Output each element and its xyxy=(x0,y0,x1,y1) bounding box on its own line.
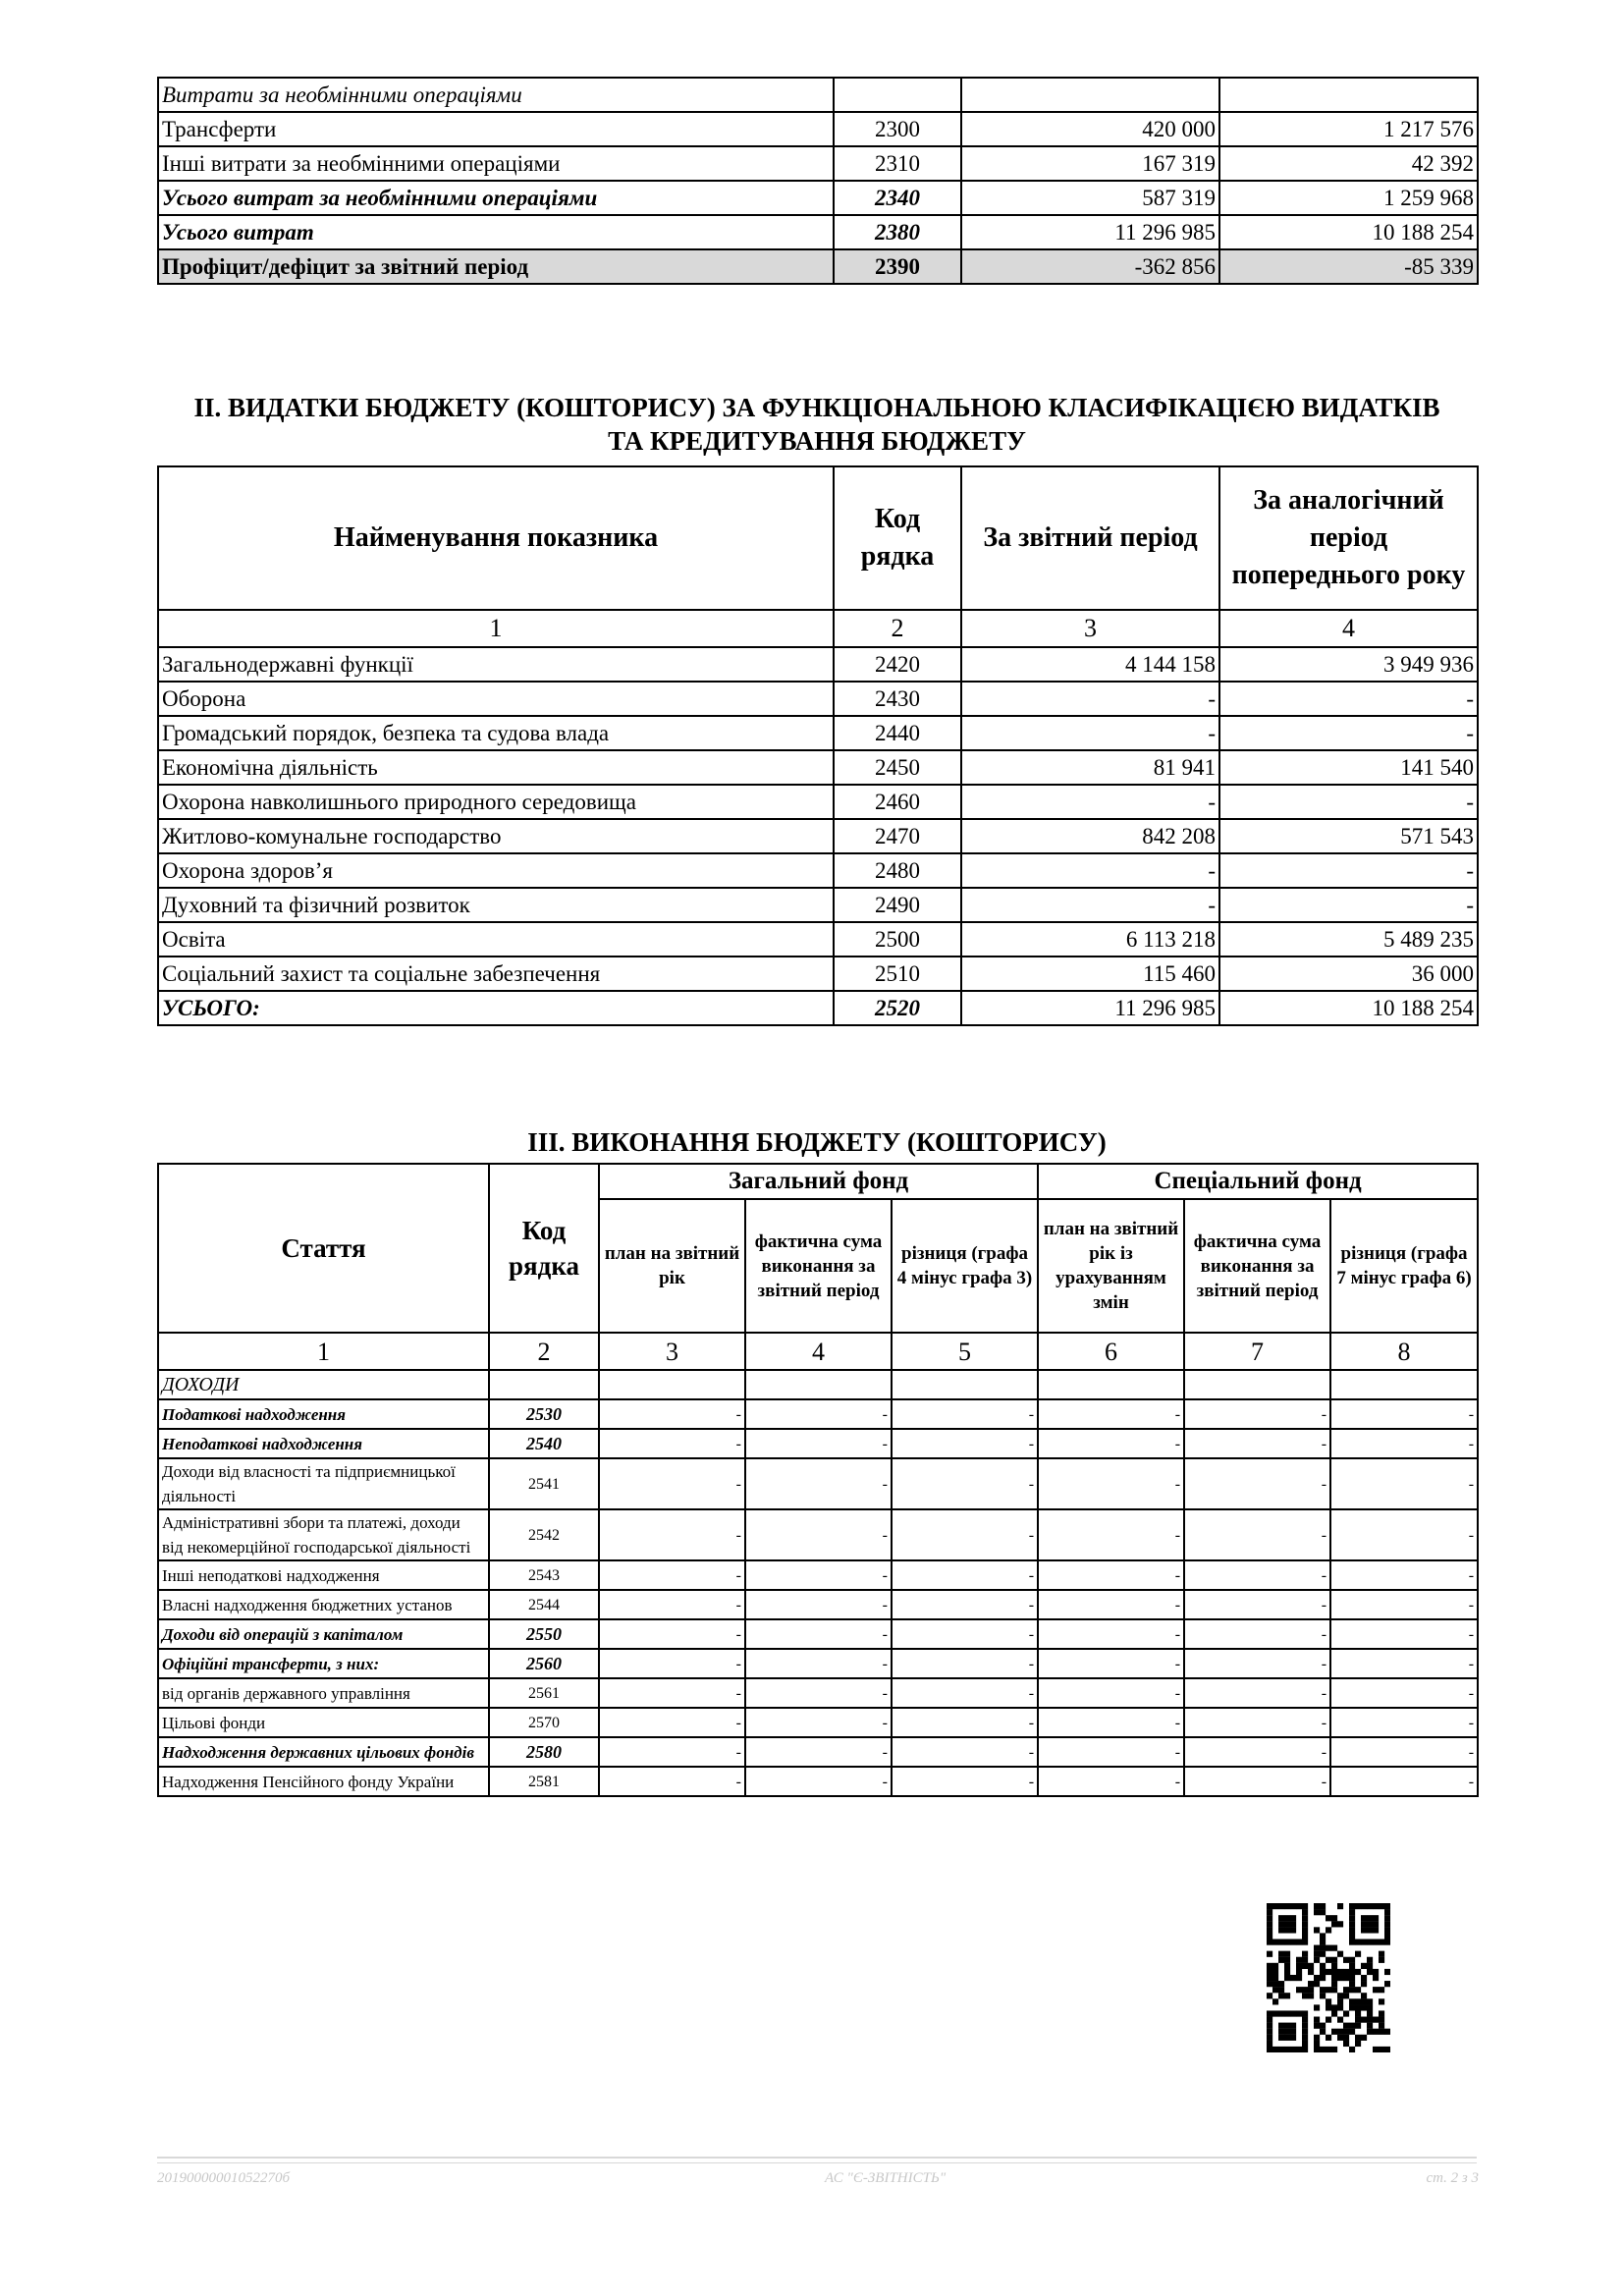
row-actual-general: - xyxy=(745,1767,892,1796)
table-row xyxy=(158,1767,1478,1796)
section-2-title xyxy=(157,391,1477,458)
row-plan-special: - xyxy=(1038,1509,1184,1560)
header-name: Найменування показника xyxy=(158,466,834,610)
row-article: Офіційні трансферти, з них: xyxy=(158,1649,489,1678)
row-actual-general xyxy=(745,1370,892,1399)
footer-divider xyxy=(157,2157,1477,2159)
table-header-row xyxy=(158,466,1478,610)
table-row xyxy=(158,957,1478,991)
row-previous-value: 571 543 xyxy=(1219,819,1478,853)
row-diff-special: - xyxy=(1330,1649,1478,1678)
row-diff-special: - xyxy=(1330,1708,1478,1737)
row-current-value: - xyxy=(961,785,1219,819)
row-actual-special: - xyxy=(1184,1619,1330,1649)
row-diff-special: - xyxy=(1330,1399,1478,1429)
row-current-value: - xyxy=(961,888,1219,922)
section-2-title-line1: II. ВИДАТКИ БЮДЖЕТУ (КОШТОРИСУ) ЗА ФУНКЦІОНАЛЬНОЮ КЛАСИФІКАЦІЄЮ ВИДАТКІВ xyxy=(193,393,1440,422)
row-plan-special: - xyxy=(1038,1708,1184,1737)
row-plan-general: - xyxy=(599,1767,745,1796)
row-plan-general: - xyxy=(599,1590,745,1619)
row-current-value: 4 144 158 xyxy=(961,647,1219,682)
row-code: 2380 xyxy=(834,215,961,249)
row-name: Охорона здоров’я xyxy=(158,853,834,888)
row-code: 2570 xyxy=(489,1708,599,1737)
row-diff-general xyxy=(892,1370,1038,1399)
row-article: від органів державного управління xyxy=(158,1678,489,1708)
column-index: 2 xyxy=(489,1333,599,1370)
header-diff-special: різниця (графа 7 мінус графа 6) xyxy=(1330,1199,1478,1333)
section-2-title-line2: ТА КРЕДИТУВАННЯ БЮДЖЕТУ xyxy=(608,426,1026,456)
row-current-value: 587 319 xyxy=(961,181,1219,215)
row-previous-value: - xyxy=(1219,853,1478,888)
row-current-value: - xyxy=(961,716,1219,750)
row-diff-special: - xyxy=(1330,1678,1478,1708)
table-header-row xyxy=(158,1164,1478,1199)
row-actual-general: - xyxy=(745,1399,892,1429)
row-article: Доходи від операцій з капіталом xyxy=(158,1619,489,1649)
column-index: 1 xyxy=(158,610,834,647)
row-plan-special: - xyxy=(1038,1560,1184,1590)
row-previous-value: - xyxy=(1219,682,1478,716)
row-diff-special: - xyxy=(1330,1429,1478,1458)
row-article: Доходи від власності та підприємницької діяльності xyxy=(158,1458,489,1509)
row-plan-general: - xyxy=(599,1708,745,1737)
row-diff-general: - xyxy=(892,1399,1038,1429)
row-current-value xyxy=(961,78,1219,112)
row-plan-general: - xyxy=(599,1429,745,1458)
row-plan-special: - xyxy=(1038,1767,1184,1796)
table-row xyxy=(158,682,1478,716)
header-current: За звітний період xyxy=(961,466,1219,610)
row-actual-special xyxy=(1184,1370,1330,1399)
row-name: УСЬОГО: xyxy=(158,991,834,1025)
column-index: 3 xyxy=(599,1333,745,1370)
header-article: Стаття xyxy=(158,1164,489,1333)
row-diff-special: - xyxy=(1330,1560,1478,1590)
row-current-value: 11 296 985 xyxy=(961,215,1219,249)
row-code: 2390 xyxy=(834,249,961,284)
column-index: 7 xyxy=(1184,1333,1330,1370)
column-index: 8 xyxy=(1330,1333,1478,1370)
row-code: 2543 xyxy=(489,1560,599,1590)
row-name: Духовний та фізичний розвиток xyxy=(158,888,834,922)
row-diff-general: - xyxy=(892,1678,1038,1708)
row-actual-general: - xyxy=(745,1619,892,1649)
column-index: 2 xyxy=(834,610,961,647)
row-plan-special: - xyxy=(1038,1737,1184,1767)
row-diff-general: - xyxy=(892,1509,1038,1560)
row-article: Адміністративні збори та платежі, доходи від некомерційної господарської діяльності xyxy=(158,1509,489,1560)
row-code: 2460 xyxy=(834,785,961,819)
row-actual-special: - xyxy=(1184,1708,1330,1737)
row-actual-special: - xyxy=(1184,1399,1330,1429)
table-row xyxy=(158,1678,1478,1708)
row-plan-special: - xyxy=(1038,1678,1184,1708)
table-row xyxy=(158,1649,1478,1678)
row-article: Власні надходження бюджетних установ xyxy=(158,1590,489,1619)
row-actual-special: - xyxy=(1184,1737,1330,1767)
row-previous-value: - xyxy=(1219,716,1478,750)
table-row xyxy=(158,888,1478,922)
footer-page-number: ст. 2 з 3 xyxy=(1426,2170,1479,2186)
row-article: Надходження Пенсійного фонду України xyxy=(158,1767,489,1796)
row-actual-special: - xyxy=(1184,1767,1330,1796)
table-row xyxy=(158,1429,1478,1458)
budget-execution-table xyxy=(157,1163,1479,1797)
row-current-value: -362 856 xyxy=(961,249,1219,284)
row-diff-general: - xyxy=(892,1458,1038,1509)
row-code: 2550 xyxy=(489,1619,599,1649)
row-diff-general: - xyxy=(892,1649,1038,1678)
table-row xyxy=(158,1708,1478,1737)
footer-document-id: 20190000001052270б xyxy=(157,2170,291,2186)
row-actual-general: - xyxy=(745,1678,892,1708)
functional-expenditure-table xyxy=(157,465,1479,1026)
functional-expenditure-body xyxy=(158,647,1478,1025)
row-name: Житлово-комунальне господарство xyxy=(158,819,834,853)
header-code: Код рядка xyxy=(834,466,961,610)
table-row xyxy=(158,1399,1478,1429)
row-plan-special: - xyxy=(1038,1399,1184,1429)
column-index-row xyxy=(158,1333,1478,1370)
header-plan-special: план на звітний рік із урахуванням змін xyxy=(1038,1199,1184,1333)
row-plan-general: - xyxy=(599,1649,745,1678)
row-name: Усього витрат xyxy=(158,215,834,249)
row-plan-general: - xyxy=(599,1399,745,1429)
row-code: 2530 xyxy=(489,1399,599,1429)
table-row xyxy=(158,1509,1478,1560)
row-code: 2520 xyxy=(834,991,961,1025)
row-code: 2561 xyxy=(489,1678,599,1708)
column-index: 1 xyxy=(158,1333,489,1370)
row-code: 2510 xyxy=(834,957,961,991)
table-row xyxy=(158,1560,1478,1590)
row-actual-special: - xyxy=(1184,1429,1330,1458)
row-code: 2490 xyxy=(834,888,961,922)
row-previous-value xyxy=(1219,78,1478,112)
header-general-fund: Загальний фонд xyxy=(599,1164,1038,1199)
row-actual-general: - xyxy=(745,1590,892,1619)
row-previous-value: 5 489 235 xyxy=(1219,922,1478,957)
row-code: 2560 xyxy=(489,1649,599,1678)
header-plan: план на звітний рік xyxy=(599,1199,745,1333)
row-diff-general: - xyxy=(892,1590,1038,1619)
row-code: 2542 xyxy=(489,1509,599,1560)
row-name: Інші витрати за необмінними операціями xyxy=(158,146,834,181)
row-code: 2500 xyxy=(834,922,961,957)
row-article: Надходження державних цільових фондів xyxy=(158,1737,489,1767)
row-actual-special: - xyxy=(1184,1678,1330,1708)
row-plan-general: - xyxy=(599,1737,745,1767)
table-row xyxy=(158,1737,1478,1767)
row-code: 2544 xyxy=(489,1590,599,1619)
row-code: 2300 xyxy=(834,112,961,146)
row-actual-general: - xyxy=(745,1737,892,1767)
row-diff-special xyxy=(1330,1370,1478,1399)
table-row xyxy=(158,647,1478,682)
row-actual-special: - xyxy=(1184,1509,1330,1560)
header-actual: фактична сума виконання за звітний період xyxy=(745,1199,892,1333)
row-previous-value: 1 259 968 xyxy=(1219,181,1478,215)
row-plan-special: - xyxy=(1038,1429,1184,1458)
row-plan-special xyxy=(1038,1370,1184,1399)
row-diff-general: - xyxy=(892,1767,1038,1796)
row-article: Неподаткові надходження xyxy=(158,1429,489,1458)
header-special-fund: Спеціальний фонд xyxy=(1038,1164,1478,1199)
row-code xyxy=(489,1370,599,1399)
row-previous-value: 10 188 254 xyxy=(1219,991,1478,1025)
row-code: 2340 xyxy=(834,181,961,215)
table-row xyxy=(158,215,1478,249)
table-row xyxy=(158,78,1478,112)
row-code: 2450 xyxy=(834,750,961,785)
row-actual-special: - xyxy=(1184,1560,1330,1590)
row-current-value: 167 319 xyxy=(961,146,1219,181)
column-index-row xyxy=(158,610,1478,647)
row-current-value: - xyxy=(961,853,1219,888)
row-code: 2470 xyxy=(834,819,961,853)
footer-system-name: АС "Є-ЗВІТНІСТЬ" xyxy=(825,2170,947,2186)
row-code: 2541 xyxy=(489,1458,599,1509)
header-previous: За аналогічний період попереднього року xyxy=(1219,466,1478,610)
row-code: 2310 xyxy=(834,146,961,181)
table-row xyxy=(158,1370,1478,1399)
row-diff-special: - xyxy=(1330,1619,1478,1649)
row-previous-value: 36 000 xyxy=(1219,957,1478,991)
column-index: 3 xyxy=(961,610,1219,647)
row-diff-special: - xyxy=(1330,1767,1478,1796)
row-previous-value: 10 188 254 xyxy=(1219,215,1478,249)
row-name: Трансферти xyxy=(158,112,834,146)
row-current-value: - xyxy=(961,682,1219,716)
row-diff-general: - xyxy=(892,1429,1038,1458)
section-3-title: III. ВИКОНАННЯ БЮДЖЕТУ (КОШТОРИСУ) xyxy=(527,1127,1107,1157)
header-code: Код рядка xyxy=(489,1164,599,1333)
table-row xyxy=(158,785,1478,819)
row-name: Економічна діяльність xyxy=(158,750,834,785)
row-actual-general: - xyxy=(745,1560,892,1590)
row-name: Соціальний захист та соціальне забезпечення xyxy=(158,957,834,991)
row-actual-general: - xyxy=(745,1509,892,1560)
table-row xyxy=(158,112,1478,146)
row-article: ДОХОДИ xyxy=(158,1370,489,1399)
column-index: 5 xyxy=(892,1333,1038,1370)
row-diff-special: - xyxy=(1330,1458,1478,1509)
row-previous-value: 42 392 xyxy=(1219,146,1478,181)
row-actual-general: - xyxy=(745,1458,892,1509)
column-index: 4 xyxy=(745,1333,892,1370)
row-previous-value: - xyxy=(1219,888,1478,922)
row-plan-general: - xyxy=(599,1678,745,1708)
row-name: Усього витрат за необмінними операціями xyxy=(158,181,834,215)
row-name: Профіцит/дефіцит за звітний період xyxy=(158,249,834,284)
row-name: Загальнодержавні функції xyxy=(158,647,834,682)
row-plan-general: - xyxy=(599,1509,745,1560)
row-plan-general: - xyxy=(599,1458,745,1509)
row-actual-general: - xyxy=(745,1708,892,1737)
table-row xyxy=(158,181,1478,215)
row-current-value: 115 460 xyxy=(961,957,1219,991)
row-diff-special: - xyxy=(1330,1737,1478,1767)
row-actual-general: - xyxy=(745,1649,892,1678)
row-actual-special: - xyxy=(1184,1458,1330,1509)
row-code: 2581 xyxy=(489,1767,599,1796)
table-row xyxy=(158,1619,1478,1649)
expenses-table xyxy=(157,77,1479,285)
row-name: Витрати за необмінними операціями xyxy=(158,78,834,112)
row-code: 2580 xyxy=(489,1737,599,1767)
column-index: 6 xyxy=(1038,1333,1184,1370)
row-code: 2480 xyxy=(834,853,961,888)
qr-border-gap xyxy=(1255,1886,1402,1891)
row-actual-special: - xyxy=(1184,1590,1330,1619)
budget-execution-body xyxy=(158,1370,1478,1796)
table-row xyxy=(158,1590,1478,1619)
row-previous-value: - xyxy=(1219,785,1478,819)
table-row xyxy=(158,819,1478,853)
row-plan-special: - xyxy=(1038,1619,1184,1649)
table-row xyxy=(158,716,1478,750)
row-code: 2430 xyxy=(834,682,961,716)
row-previous-value: 3 949 936 xyxy=(1219,647,1478,682)
table-row xyxy=(158,146,1478,181)
row-diff-general: - xyxy=(892,1619,1038,1649)
table-row xyxy=(158,853,1478,888)
row-plan-general: - xyxy=(599,1619,745,1649)
row-previous-value: 1 217 576 xyxy=(1219,112,1478,146)
row-plan-special: - xyxy=(1038,1458,1184,1509)
table-row xyxy=(158,249,1478,284)
row-article: Податкові надходження xyxy=(158,1399,489,1429)
row-plan-general xyxy=(599,1370,745,1399)
table-row xyxy=(158,1458,1478,1509)
footer-divider xyxy=(157,2162,1477,2163)
row-name: Освіта xyxy=(158,922,834,957)
qr-code-icon xyxy=(1267,1903,1390,2052)
row-diff-special: - xyxy=(1330,1590,1478,1619)
row-diff-general: - xyxy=(892,1737,1038,1767)
table-row xyxy=(158,991,1478,1025)
row-plan-general: - xyxy=(599,1560,745,1590)
row-code: 2440 xyxy=(834,716,961,750)
row-current-value: 6 113 218 xyxy=(961,922,1219,957)
column-index: 4 xyxy=(1219,610,1478,647)
row-diff-general: - xyxy=(892,1560,1038,1590)
header-actual-special: фактична сума виконання за звітний період xyxy=(1184,1199,1330,1333)
row-name: Оборона xyxy=(158,682,834,716)
row-actual-special: - xyxy=(1184,1649,1330,1678)
row-code xyxy=(834,78,961,112)
row-code: 2420 xyxy=(834,647,961,682)
row-current-value: 81 941 xyxy=(961,750,1219,785)
row-article: Цільові фонди xyxy=(158,1708,489,1737)
row-name: Громадський порядок, безпека та судова влада xyxy=(158,716,834,750)
row-diff-general: - xyxy=(892,1708,1038,1737)
row-current-value: 842 208 xyxy=(961,819,1219,853)
row-code: 2540 xyxy=(489,1429,599,1458)
row-plan-special: - xyxy=(1038,1649,1184,1678)
expenses-table-body xyxy=(158,78,1478,284)
row-article: Інші неподаткові надходження xyxy=(158,1560,489,1590)
row-previous-value: -85 339 xyxy=(1219,249,1478,284)
table-row xyxy=(158,922,1478,957)
header-diff-general: різниця (графа 4 мінус графа 3) xyxy=(892,1199,1038,1333)
row-current-value: 11 296 985 xyxy=(961,991,1219,1025)
row-diff-special: - xyxy=(1330,1509,1478,1560)
row-previous-value: 141 540 xyxy=(1219,750,1478,785)
row-name: Охорона навколишнього природного середовища xyxy=(158,785,834,819)
row-actual-general: - xyxy=(745,1429,892,1458)
row-plan-special: - xyxy=(1038,1590,1184,1619)
table-row xyxy=(158,750,1478,785)
row-current-value: 420 000 xyxy=(961,112,1219,146)
